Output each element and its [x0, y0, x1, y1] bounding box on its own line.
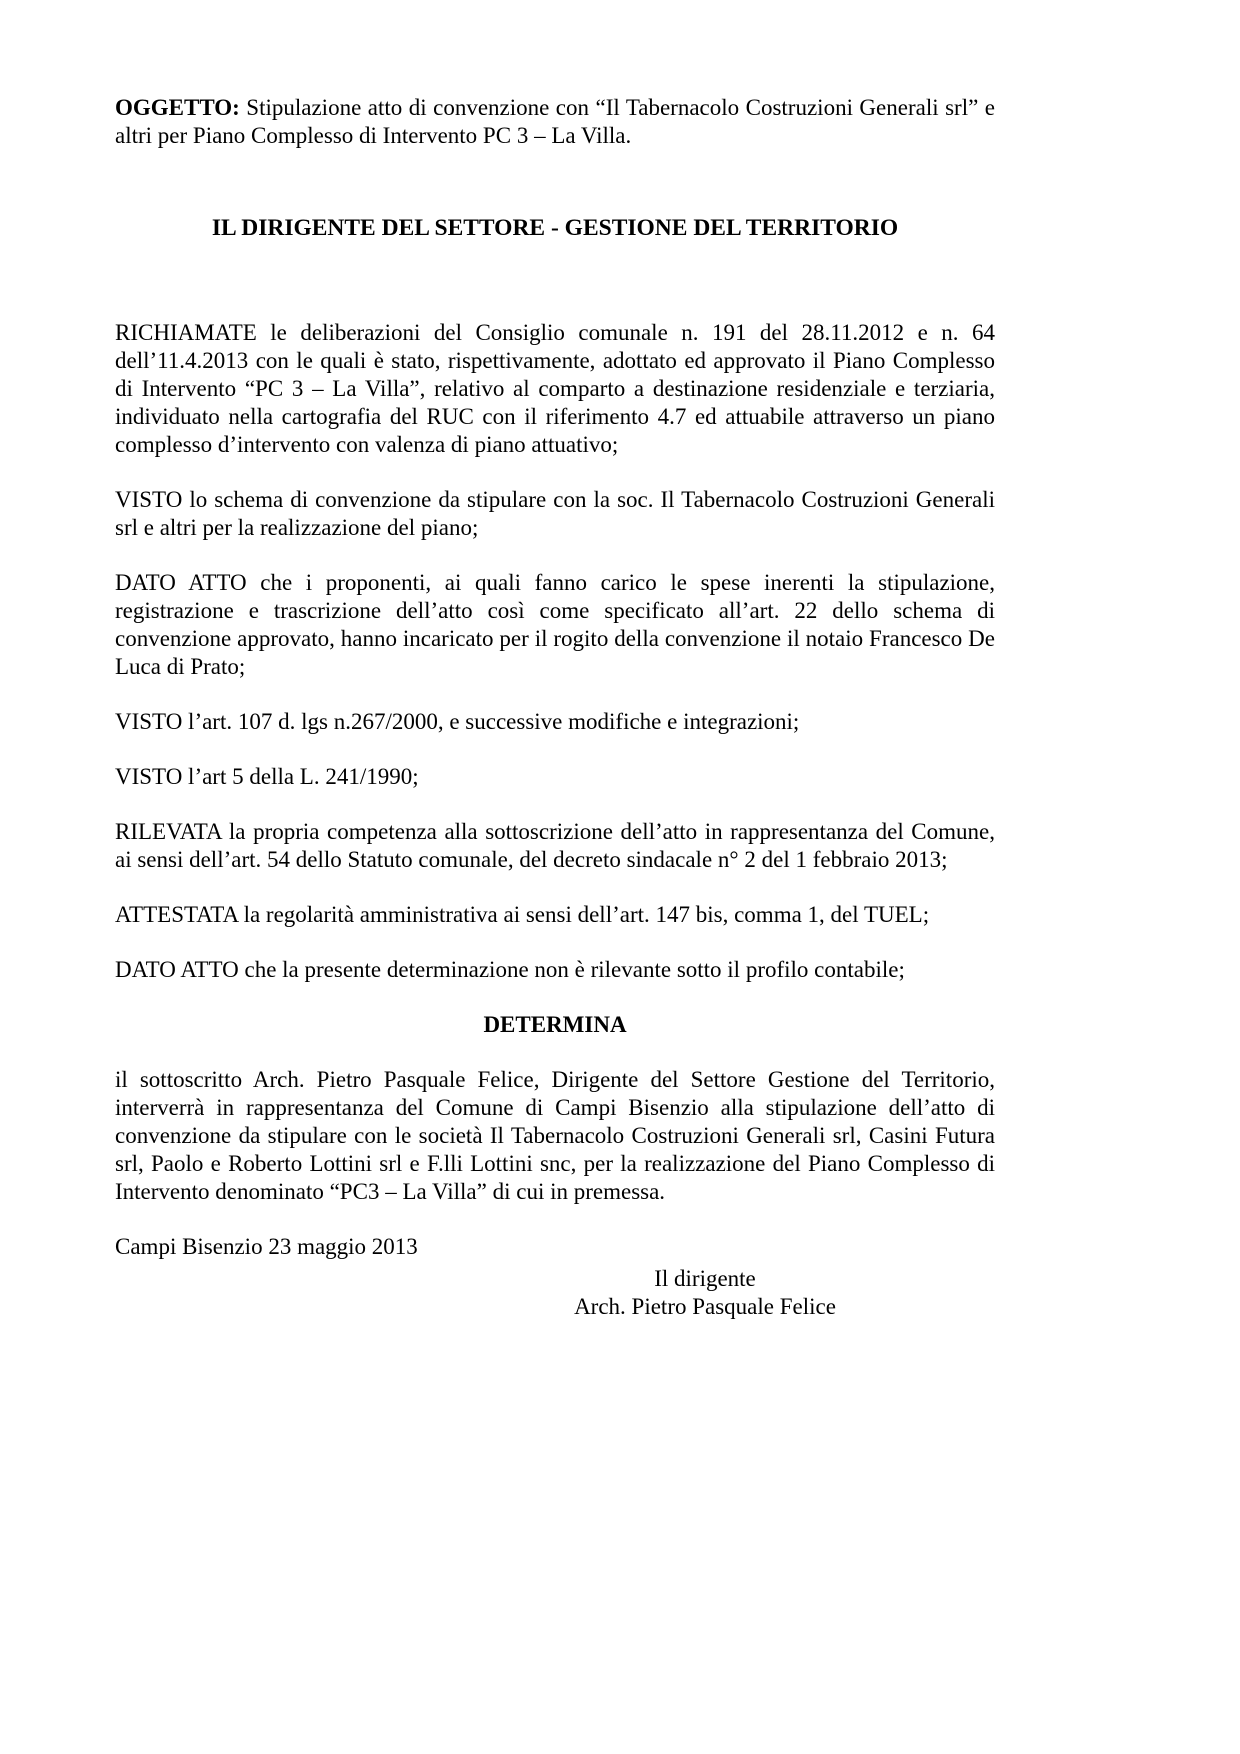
paragraph-closing: il sottoscritto Arch. Pietro Pasquale Felice, Dirigente del Settore Gestione del Territorio, interverrà in rappresentanza del Comune di Campi Bisenzio alla stipulazione dell’atto di convenzione da stipulare con le società Il Tabernacolo Costruzioni Generali srl, Casini Futura srl, Paolo e Roberto Lottini srl e F.lli Lottini snc, per la realizzazione del Piano Complesso di Intervento denominato “PC3 – La Villa” di cui in premessa. [115, 1067, 995, 1204]
paragraph-visto-schema: VISTO lo schema di convenzione da stipulare con la soc. Il Tabernacolo Costruzioni Generali srl e altri per la realizzazione del piano; [115, 487, 995, 540]
subject-paragraph [115, 94, 995, 150]
subject-label: OGGETTO: [115, 95, 240, 120]
paragraph-dato-atto-contabile: DATO ATTO che la presente determinazione non è rilevante sotto il profilo contabile; [115, 957, 905, 982]
paragraph-attestata: ATTESTATA la regolarità amministrativa ai sensi dell’art. 147 bis, comma 1, del TUEL; [115, 902, 930, 927]
signature-name: Arch. Pietro Pasquale Felice [574, 1294, 836, 1319]
paragraph-visto-art-5: VISTO l’art 5 della L. 241/1990; [115, 764, 419, 789]
signature-block [505, 1265, 905, 1321]
signature-role: Il dirigente [654, 1266, 756, 1291]
determina-heading: DETERMINA [483, 1012, 627, 1037]
place-date: Campi Bisenzio 23 maggio 2013 [115, 1234, 418, 1259]
paragraph-dato-atto-proponenti: DATO ATTO che i proponenti, ai quali fanno carico le spese inerenti la stipulazione, registrazione e trascrizione dell’atto così come specificato all’art. 22 dello schema di convenzione approvato, hanno incaricato per il rogito della convenzione il notaio Francesco De Luca di Prato; [115, 570, 995, 679]
document-heading: IL DIRIGENTE DEL SETTORE - GESTIONE DEL TERRITORIO [211, 215, 899, 241]
paragraph-visto-art-107: VISTO l’art. 107 d. lgs n.267/2000, e successive modifiche e integrazioni; [115, 709, 800, 734]
subject-text: Stipulazione atto di convenzione con “Il Tabernacolo Costruzioni Generali srl” e altri per Piano Complesso di Intervento PC 3 – La Villa. [115, 95, 995, 148]
paragraph-richiamate: RICHIAMATE le deliberazioni del Consiglio comunale n. 191 del 28.11.2012 e n. 64 dell’11.4.2013 con le quali è stato, rispettivamente, adottato ed approvato il Piano Complesso di Intervento “PC 3 – La Villa”, relativo al comparto a destinazione residenziale e terziaria, individuato nella cartografia del RUC con il riferimento 4.7 ed attuabile attraverso un piano complesso d’intervento con valenza di piano attuativo; [115, 320, 995, 457]
paragraph-rilevata: RILEVATA la propria competenza alla sottoscrizione dell’atto in rappresentanza del Comune, ai sensi dell’art. 54 dello Statuto comunale, del decreto sindacale n° 2 del 1 febbraio 2013; [115, 819, 995, 872]
